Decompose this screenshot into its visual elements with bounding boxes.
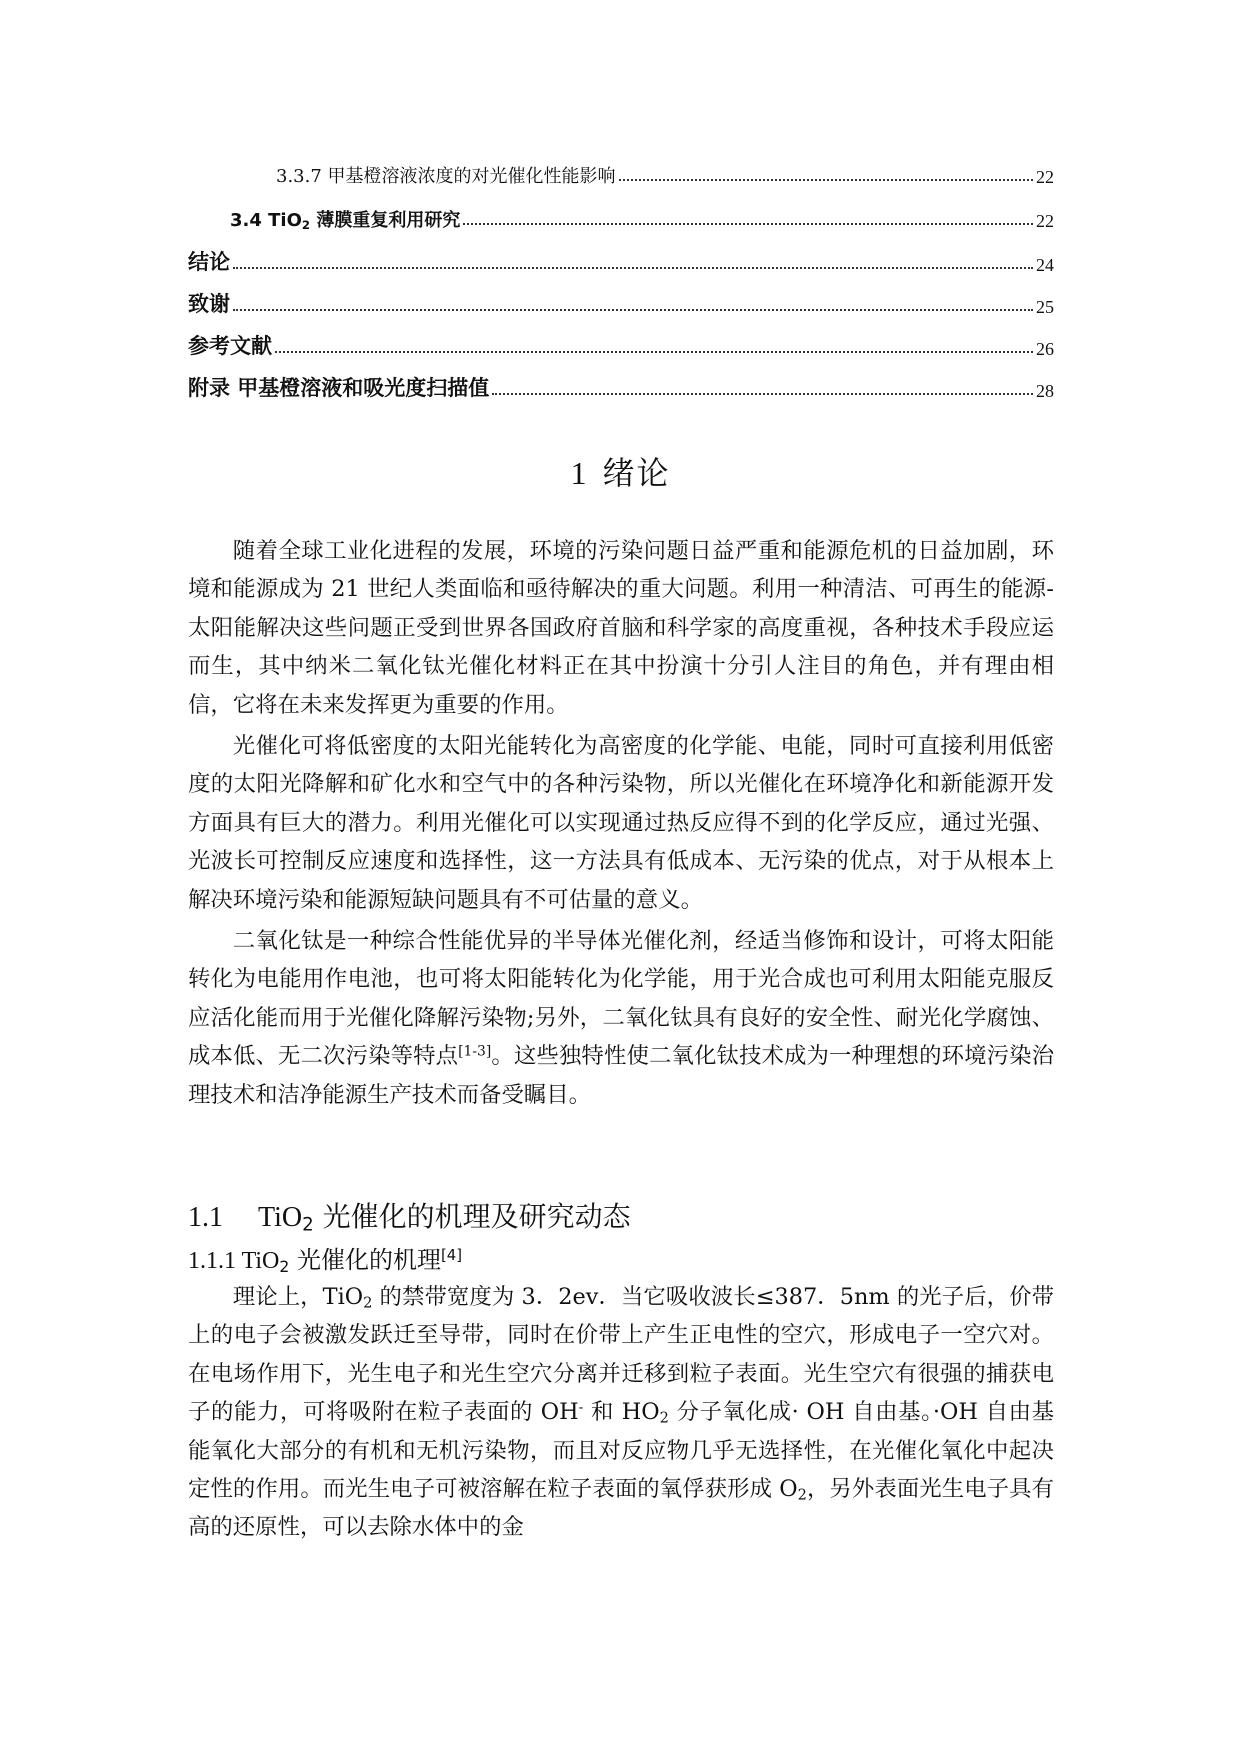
toc-entry-title [230, 206, 460, 232]
paragraph-text: 和 HO [583, 1399, 660, 1426]
toc-leader-dots [233, 309, 1033, 311]
section-title: 光催化的机理及研究动态 [313, 1200, 631, 1233]
paragraph: 光催化可将低密度的太阳光能转化为高密度的化学能、电能，同时可直接利用低密度的太阳光降解和矿化水和空气中的各种污染物，所以光催化在环境净化和新能源开发方面具有巨大的潜力。利用光催化可以实现通过热反应得不到的化学反应，通过光强、光波长可控制反应速度和选择性，这一方法具有低成本、无污染的优点，对于从根本上解决环境污染和能源短缺问题具有不可估量的意义。 [188, 733, 1054, 913]
paragraph-text: 。这些独特性使二氧化钛技术成为一种理想的环境污染治理技术和洁净能源生产技术而备受瞩目。 [188, 1043, 1055, 1108]
subscript: 2 [659, 1409, 669, 1427]
subscript: 2 [797, 1486, 807, 1504]
subscript: 2 [302, 1214, 314, 1236]
paragraph-text: 的禁带宽度为 3．2ev．当它吸收波长≤387．5nm 的光子后，价带上的电子会被激发跃迁至导带，同时在价带上产生正电性的空穴，形成电子一空穴对。在电场作用下，光生电子和光生空穴分离并迁移到粒子表面。光生空穴有很强的捕获电子的能力，可将吸附在粒子表面的 OH [188, 1284, 1054, 1426]
mechanism-section [188, 1278, 1054, 1550]
toc-entry[interactable] [188, 288, 1054, 318]
table-of-contents [188, 162, 1054, 414]
toc-entry-title: 3.3.7 甲基橙溶液浓度的对光催化性能影响 [276, 166, 616, 187]
subsection-title: 光催化的机理 [289, 1246, 441, 1274]
toc-entry[interactable] [188, 330, 1054, 360]
paragraph [188, 922, 1054, 1114]
toc-entry[interactable] [188, 206, 1054, 232]
toc-entry[interactable] [188, 246, 1054, 276]
toc-leader-dots [619, 179, 1033, 181]
toc-title-text: 3.4 TiO [230, 210, 302, 231]
toc-leader-dots [275, 351, 1033, 353]
toc-entry-title: 附录 甲基橙溶液和吸光度扫描值 [188, 376, 490, 400]
toc-entry-page: 22 [1036, 167, 1054, 187]
paragraph [188, 1278, 1054, 1547]
subscript: 2 [301, 217, 311, 232]
chapter-number: 1 [570, 455, 589, 491]
citation[interactable]: [4] [440, 1245, 463, 1264]
toc-entry[interactable] [188, 372, 1054, 402]
toc-leader-dots [492, 393, 1033, 395]
toc-entry-page: 28 [1036, 381, 1054, 401]
toc-entry-page: 24 [1036, 255, 1054, 275]
paragraph-text: 理论上，TiO [232, 1284, 364, 1310]
toc-entry-title: 结论 [188, 250, 230, 274]
subscript: 2 [279, 1257, 290, 1276]
intro-section [188, 532, 1054, 1117]
paragraph-text: 分子氧化成· OH 自由基。·OH 自由基能氧化大部分的有机和无机污染物，而且对反应物几乎无选择性，在光催化氧化中起决定性的作用。而光生电子可被溶解在粒子表面的氧俘获形成 O [188, 1399, 1055, 1503]
subsection-heading [188, 1240, 462, 1275]
section-heading [188, 1195, 631, 1235]
paragraph-text: ，另外表面光生电子具有高的还原性，可以去除水体中的金 [188, 1476, 1054, 1541]
subsection-number: 1.1.1 TiO [188, 1248, 280, 1274]
toc-entry-title: 致谢 [188, 292, 230, 316]
section-number: 1.1 [188, 1202, 223, 1233]
toc-title-text: 薄膜重复利用研究 [310, 210, 461, 231]
superscript: - [578, 1399, 584, 1416]
toc-entry-page: 26 [1036, 339, 1054, 359]
toc-entry-page: 22 [1036, 211, 1054, 231]
citation[interactable]: [1-3] [458, 1043, 492, 1060]
toc-entry-page: 25 [1036, 297, 1054, 317]
paragraph-text: 二氧化钛是一种综合性能优异的半导体光催化剂，经适当修饰和设计，可将太阳能转化为电能用作电池，也可将太阳能转化为化学能，用于光合成也可利用太阳能克服反应活化能而用于光催化降解污染物;另外，二氧化钛具有良好的安全性、耐光化学腐蚀、成本低、无二次污染等特点 [188, 928, 1054, 1070]
chapter-title: 绪论 [602, 454, 671, 492]
chapter-heading [0, 448, 1241, 494]
toc-entry-title: 参考文献 [188, 334, 272, 358]
subscript: 2 [363, 1294, 373, 1312]
section-title-latin: TiO [258, 1202, 303, 1233]
paragraph: 随着全球工业化进程的发展，环境的污染问题日益严重和能源危机的日益加剧，环境和能源成为 21 世纪人类面临和亟待解决的重大问题。利用一种清洁、可再生的能源-太阳能解决这些问题正受到世界各国政府首脑和科学家的高度重视，各种技术手段应运而生，其中纳米二氧化钛光催化材料正在其中扮演十分引人注目的角色，并有理由相信，它将在未来发挥更为重要的作用。 [188, 538, 1054, 718]
toc-leader-dots [463, 223, 1033, 225]
toc-leader-dots [233, 267, 1033, 269]
toc-entry[interactable] [188, 162, 1054, 188]
